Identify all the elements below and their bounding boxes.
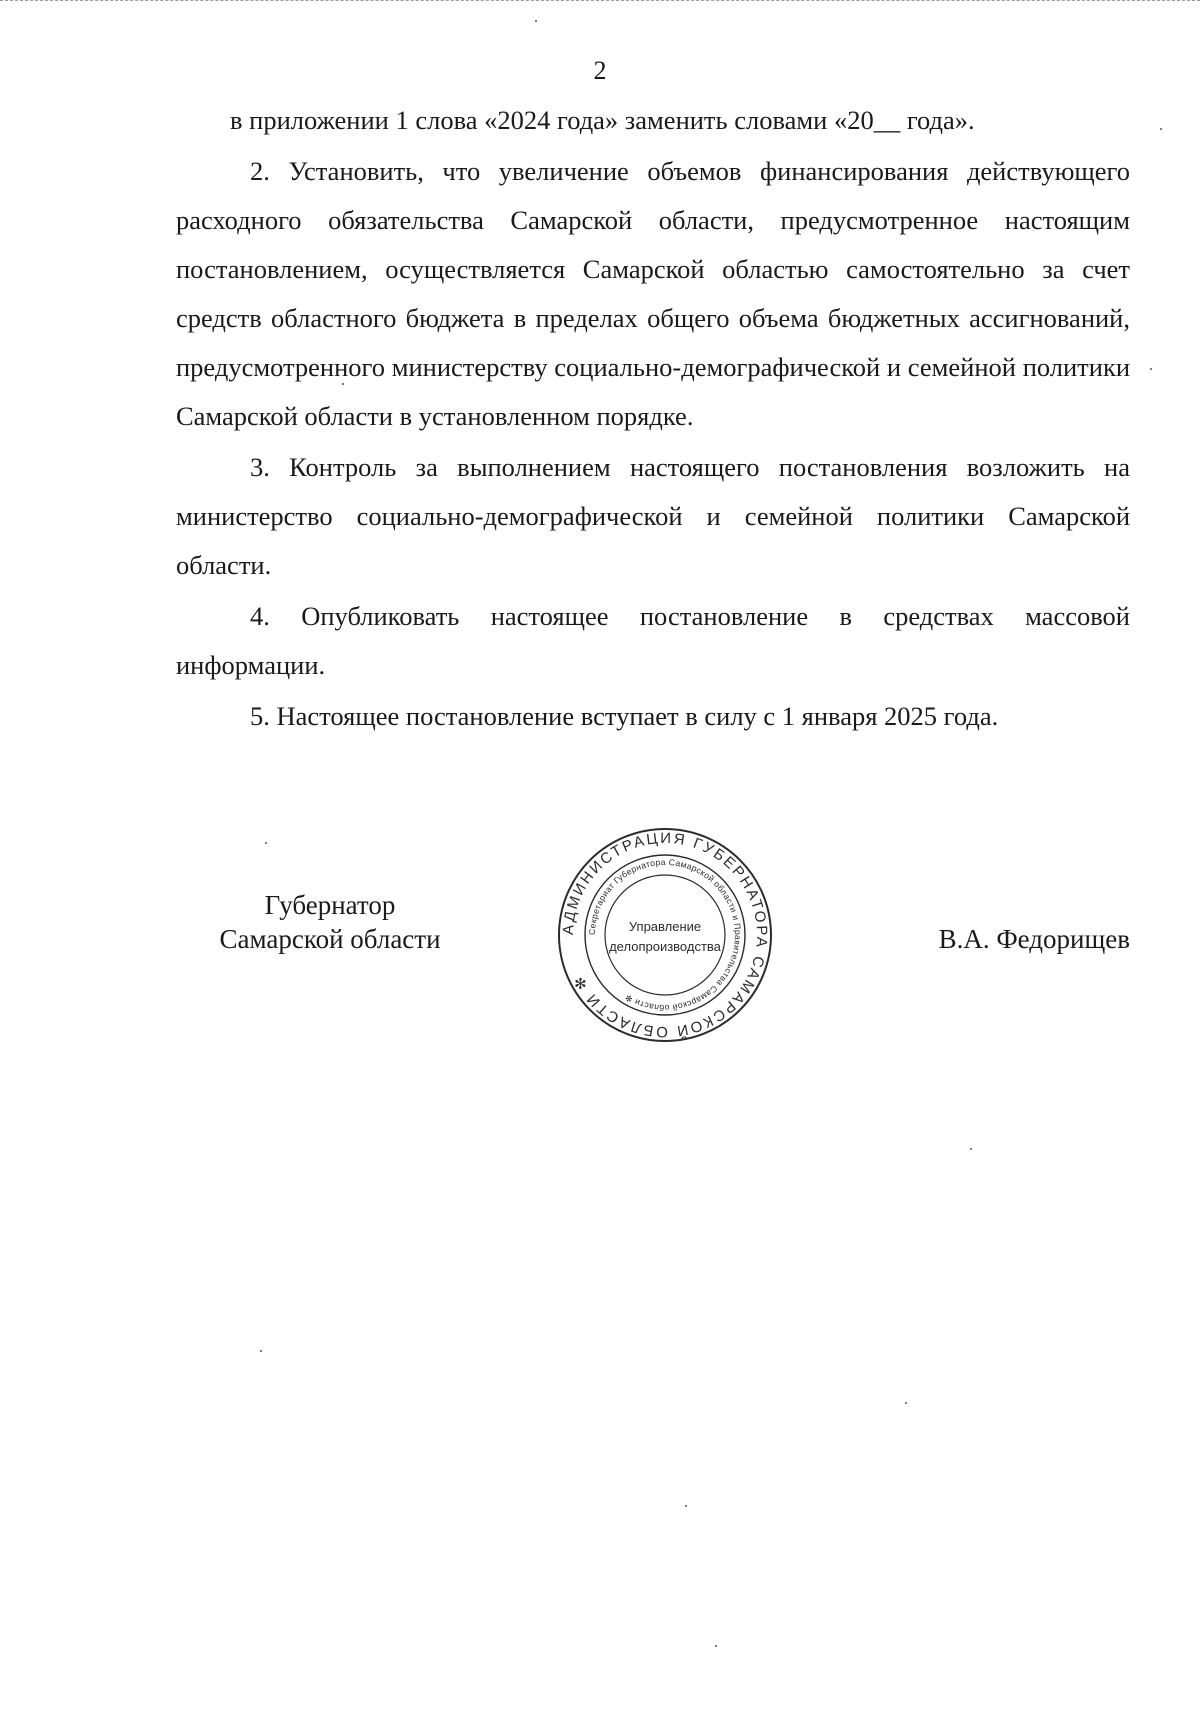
signatory-title-line1: Губернатор (264, 890, 396, 920)
paragraph-continuation: в приложении 1 слова «2024 года» заменить словами «20__ года». (230, 105, 975, 135)
paragraph-2: 2. Установить, что увеличение объемов финансирования действующего расходного обязательства Самарской области, предусмотренное настоящим постановлением, осуществляется Самарской областью самостоятельно за счет средств областного бюджета в пределах общего объема бюджетных ассигнований, предусмотренного министерству социально-демографической и семейной политики Самарской области в установленном порядке. (176, 156, 1130, 431)
page-top-border (0, 0, 1200, 4)
paragraph-5: 5. Настоящее постановление вступает в силу с 1 января 2025 года. (250, 701, 999, 731)
signatory-title (200, 888, 460, 956)
scan-speck (260, 1350, 262, 1352)
scan-speck (342, 383, 344, 385)
scan-speck (905, 1402, 907, 1404)
stamp-center-line2: делопроизводства (609, 939, 721, 954)
stamp-center-line1: Управление (628, 919, 702, 934)
scan-speck (685, 1505, 687, 1507)
official-seal-stamp (555, 825, 775, 1045)
stamp-inner-circle (605, 875, 725, 995)
stamp-outer-ring-text: АДМИНИСТРАЦИЯ ГУБЕРНАТОРА САМАРСКОЙ ОБЛАСТИ ✻ (559, 829, 771, 1041)
stamp-inner-ring-text: Секретариат Губернатора Самарской области и Правительства Самарской области ✻ (586, 856, 744, 1014)
scan-speck (1160, 128, 1162, 130)
signatory-name: В.А. Федорищев (938, 924, 1130, 954)
scan-speck (970, 1148, 972, 1150)
signatory-title-line2: Самарской области (219, 924, 441, 954)
scan-speck (1150, 368, 1152, 370)
paragraph-3: 3. Контроль за выполнением настоящего постановления возложить на министерство социально-демографической и семейной политики Самарской области. (176, 452, 1130, 580)
document-body (176, 96, 1130, 741)
page-number: 2 (593, 56, 607, 85)
scan-speck (265, 842, 267, 844)
paragraph-4: 4. Опубликовать настоящее постановление в средствах массовой информации. (176, 601, 1130, 680)
scan-speck (535, 20, 537, 22)
scan-speck (715, 1645, 717, 1647)
stamp-middle-circle (585, 855, 745, 1015)
